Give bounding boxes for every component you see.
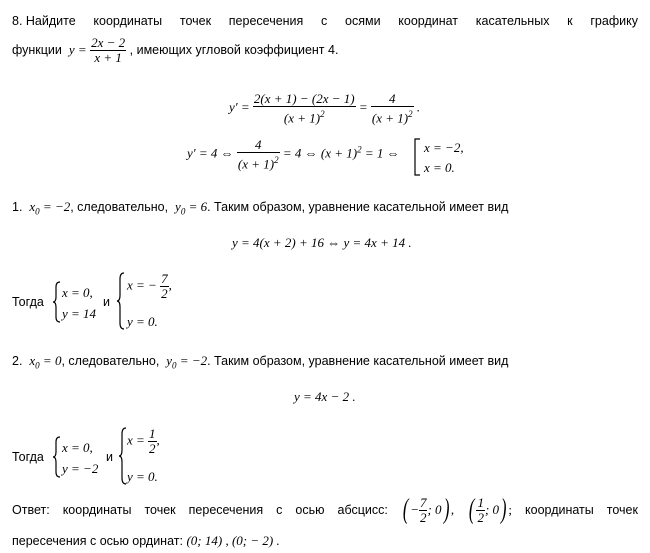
case1-and: и <box>103 295 110 309</box>
numerator: 4 <box>371 92 414 107</box>
word: координаты <box>62 503 132 517</box>
denominator: 2 <box>161 286 168 301</box>
word: к <box>567 14 573 28</box>
denominator: $(x + 1)^2$ <box>237 155 279 172</box>
answer-line-1 <box>12 492 638 528</box>
word: координат <box>398 14 459 28</box>
text: . Таким образом, уравнение касательной имеет вид <box>207 354 509 368</box>
word: точек <box>179 14 212 28</box>
problem-line-1 <box>12 14 638 28</box>
case-root-1: x = −2, <box>424 140 464 155</box>
case2-sysA-row1: x = 0, <box>62 440 93 455</box>
case1-tangent: y = 4(x + 2) + 16 ⇔ y = 4x + 14 . <box>232 235 412 250</box>
period: . <box>416 99 421 115</box>
x0: $x_0 = -2$ <box>29 199 71 217</box>
word: точек <box>606 503 638 517</box>
word: координаты <box>525 503 594 517</box>
lhs: y′ = 4 ⇔ <box>187 145 234 161</box>
fraction-2 <box>371 92 414 125</box>
middle: = 4 ⇔ (x + 1) <box>282 145 358 161</box>
middle-2: = 1 ⇔ <box>364 145 400 161</box>
case2-sysB-row1: x = $\frac{1}{2}$ , <box>127 426 160 456</box>
denominator: $(x + 1)^2$ <box>371 109 413 126</box>
fraction-1 <box>253 92 356 125</box>
case2-line <box>12 353 508 371</box>
text: , следовательно, <box>61 354 160 368</box>
function-fraction <box>90 36 126 65</box>
word: графику <box>590 14 638 28</box>
item-number: 2. <box>12 354 23 368</box>
y0: $y_0 = 6$ <box>175 199 208 217</box>
word: функции <box>12 42 62 57</box>
fraction <box>160 272 169 301</box>
case-root-2: x = 0. <box>424 160 455 175</box>
y-intercepts: (0; 14) , (0; − 2) . <box>186 533 280 548</box>
word: абсцисс: <box>337 503 388 517</box>
y0: $y_0 = -2$ <box>166 353 208 371</box>
numerator: 7 <box>161 271 168 286</box>
brace-icon <box>52 281 62 323</box>
case1-sysA-row2: y = 14 <box>62 306 97 321</box>
word: с <box>276 503 283 517</box>
brace-icon <box>116 272 126 330</box>
case2-and: и <box>106 450 113 464</box>
case2-tangent: y = 4x − 2 . <box>294 389 356 404</box>
case1-sysB-row1: x = − $\frac{7}{2}$ , <box>127 271 172 301</box>
word: точек <box>144 503 176 517</box>
text: пересечения с осью ординат: <box>12 534 183 548</box>
denominator: x + 1 <box>94 50 122 65</box>
case1-line <box>12 199 508 217</box>
numerator: 4 <box>237 138 280 153</box>
word: с <box>321 14 328 28</box>
numerator: 2(x + 1) − (2x − 1) <box>253 91 355 106</box>
case1-sysA-row1: x = 0, <box>62 285 93 300</box>
problem-tail: , имеющих угловой коэффициент 4. <box>129 42 339 57</box>
denominator: $(x + 1)^2$ <box>283 109 325 126</box>
lhs: y′ = <box>229 99 250 115</box>
word: касательных <box>475 14 550 28</box>
numerator: 1 <box>149 426 156 441</box>
word: пересечения <box>188 503 264 517</box>
word: осями <box>345 14 381 28</box>
exponent: 2 <box>357 144 362 155</box>
word: пересечения <box>228 14 304 28</box>
equals: = <box>358 99 368 115</box>
word: осью <box>295 503 325 517</box>
function-lhs: y = <box>68 41 87 57</box>
answer-line-2 <box>12 533 280 549</box>
word: Ответ: <box>12 503 50 517</box>
equation-formula <box>187 138 400 171</box>
word: координаты <box>93 14 163 28</box>
derivative-formula <box>229 92 420 125</box>
point-2: ( $\frac{1}{2}$ ; 0 ) ; <box>469 494 513 525</box>
case1-then: Тогда <box>12 295 44 309</box>
item-number: 1. <box>12 200 23 214</box>
brace-icon <box>52 436 62 478</box>
case1-sysB-row2: y = 0. <box>127 314 158 329</box>
denominator: 2 <box>149 441 156 456</box>
text: . Таким образом, уравнение касательной имеет вид <box>207 200 509 214</box>
point-1: ( − $\frac{7}{2}$ ; 0 ) , <box>402 494 455 525</box>
fraction <box>237 138 280 171</box>
case2-then: Тогда <box>12 450 44 464</box>
word: 8. Найдите <box>12 14 76 28</box>
numerator: 2x − 2 <box>91 35 126 50</box>
text: , следовательно, <box>70 200 169 214</box>
problem-line-2 <box>12 36 338 65</box>
fraction <box>148 427 157 456</box>
square-bracket-icon <box>412 137 422 177</box>
x0: $x_0 = 0$ <box>29 353 62 371</box>
case2-sysB-row2: y = 0. <box>127 469 158 484</box>
case2-sysA-row2: y = −2 <box>62 461 99 476</box>
